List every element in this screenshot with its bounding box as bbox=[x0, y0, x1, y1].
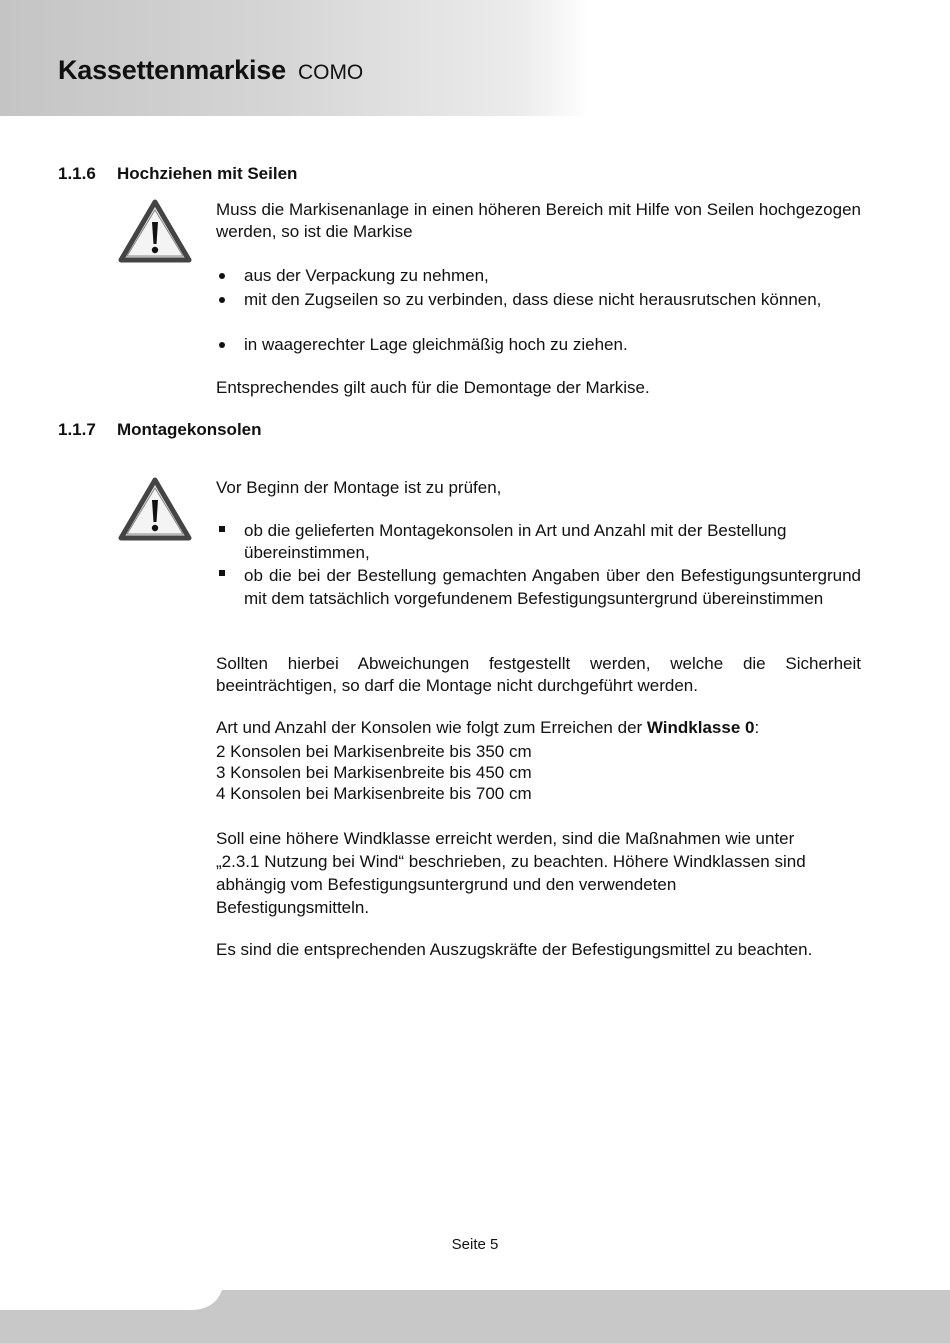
bullet-dot-icon bbox=[219, 342, 225, 348]
page-number: Seite 5 bbox=[451, 1236, 499, 1253]
konsolen-line: 3 Konsolen bei Markisenbreite bis 450 cm bbox=[216, 763, 532, 782]
windklasse-paragraph: Soll eine höhere Windklasse erreicht werden, sind die Maßnahmen wie unter „2.3.1 Nutzung bei Wind“ beschrieben, zu beachten. Höhere Windklassen sind abhängig vom Befestigungsuntergrund und den verwendeten Befestigungsmitteln. bbox=[216, 829, 806, 917]
list-item: in waagerechter Lage gleichmäßig hoch zu ziehen. bbox=[216, 334, 861, 356]
list-item: ob die gelieferten Montagekonsolen in Art und Anzahl mit der Bestellung übereinstimmen, bbox=[216, 520, 861, 564]
bullet-square-icon bbox=[219, 570, 225, 576]
section-heading-1-1-7 bbox=[58, 420, 262, 440]
document-model: COMO bbox=[297, 61, 364, 84]
section-number: 1.1.7 bbox=[58, 420, 96, 439]
konsolen-intro: Art und Anzahl der Konsolen wie folgt zum Erreichen der Windklasse 0: bbox=[216, 718, 760, 737]
bullet-dot-icon bbox=[219, 273, 225, 279]
section-heading-1-1-6 bbox=[58, 164, 297, 184]
bullet-square-icon bbox=[219, 526, 225, 532]
list-item: mit den Zugseilen so zu verbinden, dass diese nicht herausrutschen können, bbox=[216, 289, 861, 311]
list-item: aus der Verpackung zu nehmen, bbox=[216, 265, 861, 287]
list-item: ob die bei der Bestellung gemachten Angaben über den Befestigungsuntergrund mit dem tatsächlich vorgefundenem Befestigungsuntergrund übereinstimmen bbox=[216, 564, 861, 610]
bullet-dot-icon bbox=[219, 297, 225, 303]
konsolen-line: 4 Konsolen bei Markisenbreite bis 700 cm bbox=[216, 784, 532, 803]
document-header bbox=[58, 55, 363, 86]
section-number: 1.1.6 bbox=[58, 164, 96, 183]
section-1-1-6-intro: Muss die Markisenanlage in einen höheren Bereich mit Hilfe von Seilen hochgezogen werden, so ist die Markise bbox=[216, 200, 861, 241]
section-1-1-7-intro: Vor Beginn der Montage ist zu prüfen, bbox=[216, 478, 502, 497]
footer-band bbox=[0, 1290, 950, 1343]
warning-triangle-icon bbox=[117, 196, 193, 264]
section-1-1-6-note: Entsprechendes gilt auch für die Demontage der Markise. bbox=[216, 378, 650, 397]
section-title: Hochziehen mit Seilen bbox=[117, 164, 298, 183]
windklasse-label: Windklasse 0 bbox=[646, 718, 755, 737]
section-title: Montagekonsolen bbox=[117, 420, 262, 439]
warning-triangle-icon bbox=[117, 474, 193, 542]
deviation-paragraph: Sollten hierbei Abweichungen festgestellt werden, welche die Sicherheit beeinträchtigen, so darf die Montage nicht durchgeführt werden. bbox=[216, 654, 861, 695]
document-title: Kassettenmarkise bbox=[58, 55, 286, 85]
auszug-paragraph: Es sind die entsprechenden Auszugskräfte der Befestigungsmittel zu beachten. bbox=[216, 940, 813, 959]
konsolen-line: 2 Konsolen bei Markisenbreite bis 350 cm bbox=[216, 742, 532, 761]
